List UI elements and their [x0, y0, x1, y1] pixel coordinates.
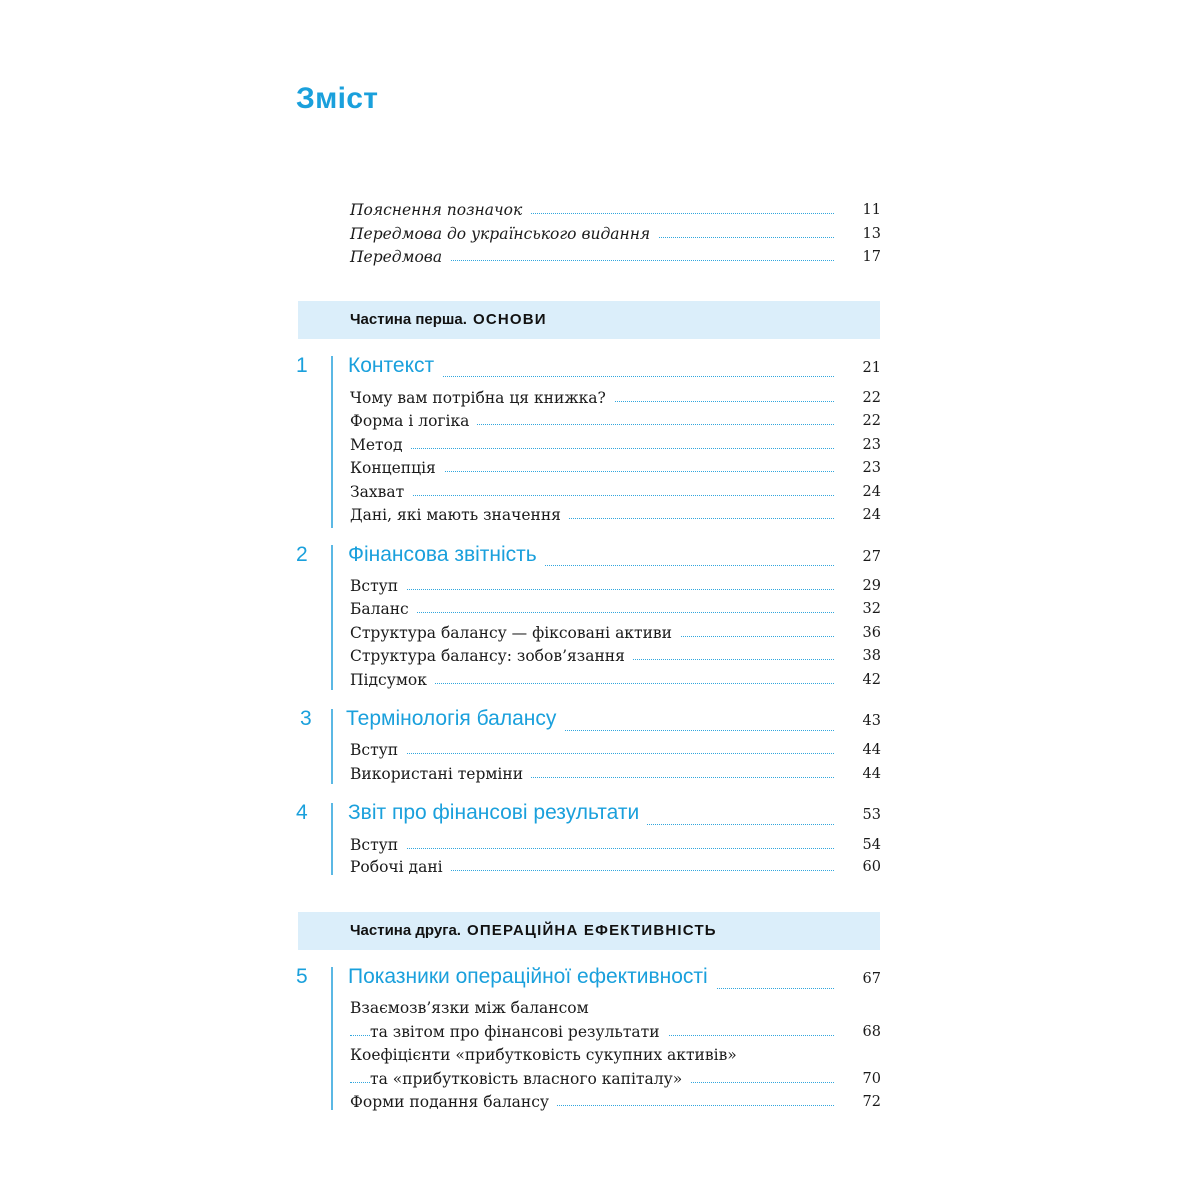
chapter-number: 5 — [296, 965, 308, 988]
toc-entry[interactable] — [0, 740, 1200, 764]
entry-label: Пояснення позначок — [350, 200, 530, 220]
chapter-number: 3 — [300, 707, 312, 730]
entry-page: 38 — [862, 648, 881, 664]
chapter-number: 1 — [296, 354, 308, 377]
toc-entry[interactable] — [0, 576, 1200, 600]
dot-leader — [350, 448, 834, 449]
toc-entry-first-line[interactable] — [0, 1045, 1200, 1069]
part-prefix: Частина друга. — [350, 922, 461, 939]
entry-label: Структура балансу — фіксовані активи — [350, 623, 680, 643]
entry-label: Концепція — [350, 458, 444, 478]
entry-label: Баланс — [350, 599, 417, 619]
entry-page: 17 — [862, 249, 881, 265]
entry-label: Взаємозв’язки між балансом — [350, 998, 597, 1018]
toc-entry[interactable] — [0, 623, 1200, 647]
entry-label: Захват — [350, 482, 412, 502]
chapter-title-operating-efficiency[interactable]: Показники операційної ефективності — [348, 965, 716, 989]
entry-label-continued: та звітом про фінансові результати — [370, 1022, 668, 1042]
dot-leader — [350, 589, 834, 590]
dot-leader — [350, 495, 834, 496]
toc-entry[interactable] — [0, 505, 1200, 529]
entry-label-continued: та «прибутковість власного капіталу» — [370, 1069, 690, 1089]
toc-entry[interactable] — [0, 458, 1200, 482]
entry-label: Метод — [350, 435, 411, 455]
entry-label: Передмова — [350, 247, 450, 267]
entry-label: Використані терміни — [350, 764, 531, 784]
part-label — [350, 311, 547, 328]
chapter-title-income-statement[interactable]: Звіт про фінансові результати — [348, 801, 647, 825]
toc-entry-ukrainian-preface[interactable] — [0, 224, 1200, 248]
entry-page: 32 — [862, 601, 881, 617]
entry-label: Вступ — [350, 576, 406, 596]
dot-leader — [350, 612, 834, 613]
part-two-header — [298, 912, 880, 950]
entry-label: Коефіцієнти «прибутковість сукупних активів» — [350, 1045, 745, 1065]
chapter-title-context[interactable]: Контекст — [348, 354, 442, 378]
toc-entry[interactable] — [0, 411, 1200, 435]
entry-page: 11 — [862, 202, 881, 218]
part-one-header — [298, 301, 880, 339]
entry-label: Вступ — [350, 740, 406, 760]
toc-entry[interactable] — [0, 646, 1200, 670]
chapter-title-financial-reporting[interactable]: Фінансова звітність — [348, 543, 545, 567]
entry-page: 44 — [862, 742, 881, 758]
part-label — [350, 922, 717, 939]
toc-entry[interactable] — [0, 599, 1200, 623]
chapter-number: 4 — [296, 801, 308, 824]
entry-page: 22 — [862, 390, 881, 406]
toc-entry[interactable] — [0, 482, 1200, 506]
entry-label: Вступ — [350, 835, 406, 855]
entry-page: 44 — [862, 766, 881, 782]
entry-page: 54 — [862, 837, 881, 853]
entry-page: 23 — [862, 437, 881, 453]
entry-label: Робочі дані — [350, 857, 451, 877]
entry-page: 24 — [862, 507, 881, 523]
entry-page: 23 — [862, 460, 881, 476]
entry-label: Форми подання балансу — [350, 1092, 557, 1112]
toc-entry[interactable] — [0, 435, 1200, 459]
chapter-page: 21 — [862, 360, 881, 376]
entry-page: 36 — [862, 625, 881, 641]
part-name: ОПЕРАЦІЙНА ЕФЕКТИВНІСТЬ — [466, 922, 717, 939]
toc-entry[interactable] — [0, 1092, 1200, 1116]
entry-label: Підсумок — [350, 670, 435, 690]
chapter-page: 67 — [862, 971, 881, 987]
entry-page: 29 — [862, 578, 881, 594]
part-name: ОСНОВИ — [472, 311, 547, 328]
toc-entry-preface[interactable] — [0, 247, 1200, 271]
toc-entry-second-line[interactable] — [0, 1022, 1200, 1046]
toc-entry[interactable] — [0, 764, 1200, 788]
toc-entry[interactable] — [0, 670, 1200, 694]
chapter-title-balance-terminology[interactable]: Термінологія балансу — [346, 707, 564, 731]
page-title: Зміст — [296, 82, 379, 115]
entry-page: 22 — [862, 413, 881, 429]
toc-entry-second-line[interactable] — [0, 1069, 1200, 1093]
chapter-page: 43 — [862, 713, 881, 729]
entry-page: 72 — [862, 1094, 881, 1110]
dot-leader — [350, 753, 834, 754]
chapter-number: 2 — [296, 543, 308, 566]
toc-entry-first-line[interactable] — [0, 998, 1200, 1022]
toc-entry[interactable] — [0, 388, 1200, 412]
toc-entry[interactable] — [0, 857, 1200, 881]
entry-label: Форма і логіка — [350, 411, 477, 431]
entry-page: 13 — [862, 226, 881, 242]
entry-label: Структура балансу: зобов’язання — [350, 646, 633, 666]
entry-page: 70 — [862, 1071, 881, 1087]
chapter-page: 27 — [862, 549, 881, 565]
entry-label: Чому вам потрібна ця книжка? — [350, 388, 614, 408]
part-prefix: Частина перша. — [350, 311, 467, 328]
chapter-page: 53 — [862, 807, 881, 823]
entry-label: Передмова до українського видання — [350, 224, 658, 244]
entry-page: 42 — [862, 672, 881, 688]
entry-page: 68 — [862, 1024, 881, 1040]
entry-label: Дані, які мають значення — [350, 505, 569, 525]
entry-page: 24 — [862, 484, 881, 500]
dot-leader — [350, 848, 834, 849]
toc-entry[interactable] — [0, 835, 1200, 859]
entry-page: 60 — [862, 859, 881, 875]
toc-entry-explanations[interactable] — [0, 200, 1200, 224]
